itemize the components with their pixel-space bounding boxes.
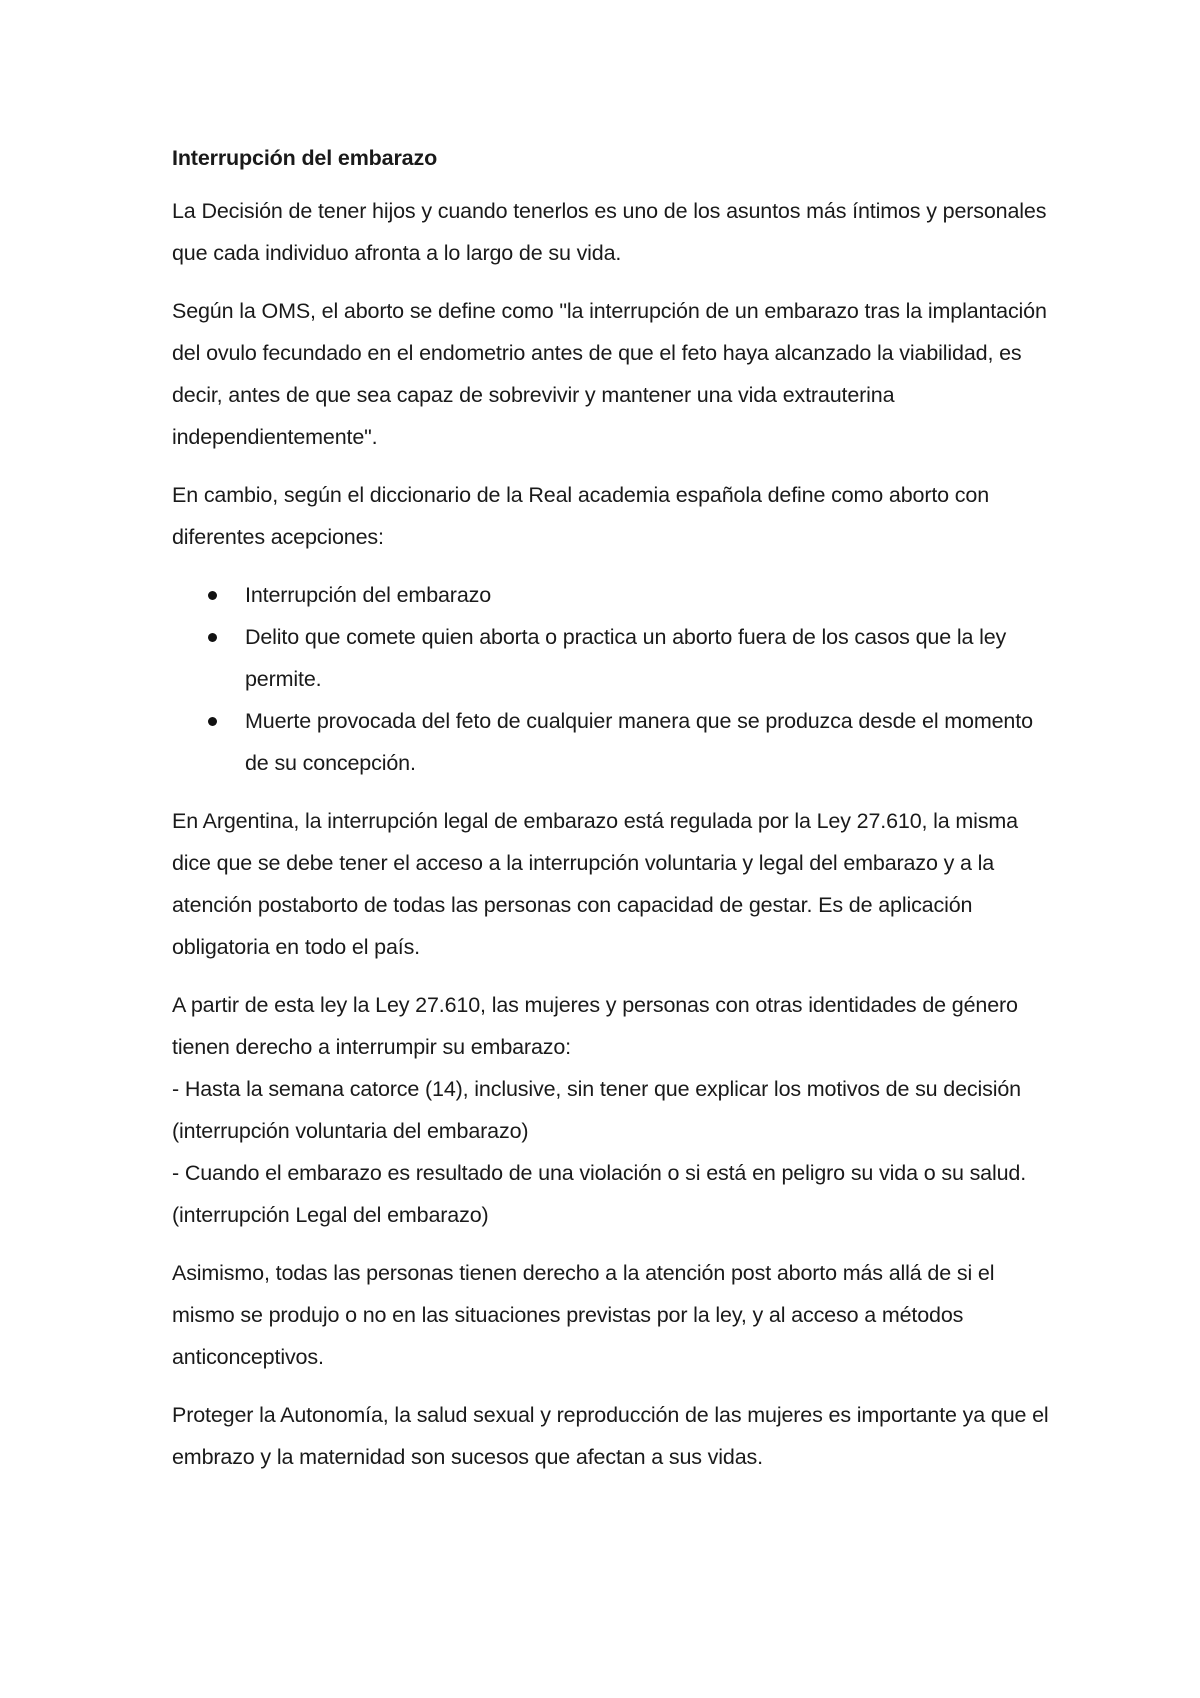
list-item-text: Muerte provocada del feto de cualquier manera que se produzca desde el momento de su concepción. xyxy=(245,709,1033,775)
paragraph-argentina-law: En Argentina, la interrupción legal de embarazo está regulada por la Ley 27.610, la misma dice que se debe tener el acceso a la interrupción voluntaria y legal del embarazo y a la atención postaborto de todas las personas con capacidad de gestar. Es de aplicación obligatoria en todo el país. xyxy=(172,809,1018,959)
paragraph-intro: La Decisión de tener hijos y cuando tenerlos es uno de los asuntos más íntimos y personales que cada individuo afronta a lo largo de su vida. xyxy=(172,199,1047,265)
rights-intro: A partir de esta ley la Ley 27.610, las mujeres y personas con otras identidades de género tienen derecho a interrumpir su embarazo: xyxy=(172,993,1018,1059)
list-item-text: Interrupción del embarazo xyxy=(245,583,492,607)
bullet-icon xyxy=(208,591,217,600)
rights-item-voluntary: - Hasta la semana catorce (14), inclusive, sin tener que explicar los motivos de su decisión (interrupción voluntaria del embarazo) xyxy=(172,1077,1021,1143)
paragraph-rae-definition: En cambio, según el diccionario de la Real academia española define como aborto con diferentes acepciones: xyxy=(172,483,990,549)
paragraph-oms-definition: Según la OMS, el aborto se define como "la interrupción de un embarazo tras la implantación del ovulo fecundado en el endometrio antes de que el feto haya alcanzado la viabilidad, es decir, antes de que sea capaz de sobrevivir y mantener una vida extrauterina independientemente". xyxy=(172,299,1047,449)
list-item-text: Delito que comete quien aborta o practica un aborto fuera de los casos que la ley permite. xyxy=(245,625,1007,691)
list-item xyxy=(245,616,1052,700)
rights-item-legal: - Cuando el embarazo es resultado de una violación o si está en peligro su vida o su salud. (interrupción Legal del embarazo) xyxy=(172,1161,1027,1227)
definition-list xyxy=(172,574,1052,784)
list-item xyxy=(245,574,1052,616)
document-body xyxy=(172,140,1052,1494)
document-title: Interrupción del embarazo xyxy=(172,146,438,170)
paragraph-autonomy: Proteger la Autonomía, la salud sexual y reproducción de las mujeres es importante ya que el embrazo y la maternidad son sucesos que afectan a sus vidas. xyxy=(172,1403,1049,1469)
paragraph-post-abortion-care: Asimismo, todas las personas tienen derecho a la atención post aborto más allá de si el mismo se produjo o no en las situaciones previstas por la ley, y al acceso a métodos anticonceptivos. xyxy=(172,1261,995,1369)
paragraph-rights xyxy=(172,984,1052,1236)
bullet-icon xyxy=(208,717,217,726)
bullet-icon xyxy=(208,633,217,642)
list-item xyxy=(245,700,1052,784)
